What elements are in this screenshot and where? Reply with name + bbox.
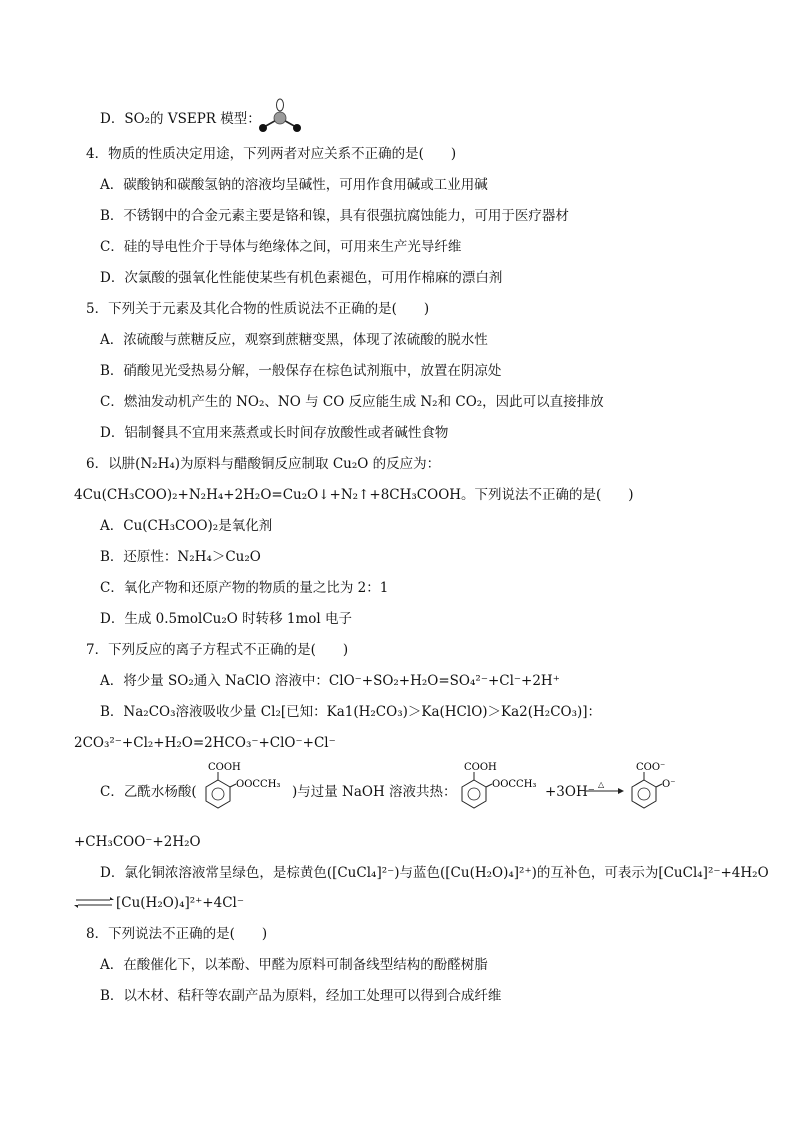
q6-stem: 6．以肼(N₂H₄)为原料与醋酸铜反应制取 Cu₂O 的反应为： bbox=[86, 456, 441, 472]
q5-option-d: D．铝制餐具不宜用来蒸煮或长时间存放酸性或者碱性食物 bbox=[100, 425, 449, 441]
q4-stem: 4．物质的性质决定用途，下列两者对应关系不正确的是( ) bbox=[86, 146, 457, 162]
q6-option-b: B．还原性：N₂H₄＞Cu₂O bbox=[100, 549, 261, 565]
q6-option-c: C．氧化产物和还原产物的物质的量之比为 2：1 bbox=[100, 580, 389, 596]
q7-stem: 7．下列反应的离子方程式不正确的是( ) bbox=[86, 642, 349, 658]
cooh-label: COOH bbox=[208, 762, 241, 773]
q7-option-d: D．氯化铜浓溶液常呈绿色，是棕黄色([CuCl₄]²⁻)与蓝色([Cu(H₂O)₄]²⁺)的互补色，可表示为[CuCl₄]²⁻+4H₂O bbox=[100, 865, 769, 881]
heat-reaction-arrow-icon bbox=[584, 780, 624, 796]
q5-option-c: C．燃油发动机产生的 NO₂、NO 与 CO 反应能生成 N₂和 CO₂，因此可以直接排放 bbox=[100, 394, 604, 410]
q6-option-a: A．Cu(CH₃COO)₂是氧化剂 bbox=[100, 518, 273, 534]
q7-option-b: B．Na₂CO₃溶液吸收少量 Cl₂[已知：Ka1(H₂CO₃)＞Ka(HClO)＞Ka2(H₂CO₃)]： bbox=[100, 704, 602, 720]
equilibrium-arrow-icon bbox=[74, 896, 114, 910]
q8-option-b: B．以木材、秸秆等农副产品为原料，经加工处理可以得到合成纤维 bbox=[100, 988, 502, 1004]
q7-option-c-middle: )与过量 NaOH 溶液共热： bbox=[292, 784, 457, 800]
heat-symbol: △ bbox=[598, 780, 605, 789]
q4-option-b: B．不锈钢中的合金元素主要是铬和镍，具有很强抗腐蚀能力，可用于医疗器材 bbox=[100, 208, 569, 224]
q5-option-b: B．硝酸见光受热易分解，一般保存在棕色试剂瓶中，放置在阴凉处 bbox=[100, 363, 502, 379]
salicylate-dianion-structure bbox=[626, 762, 696, 814]
q4-option-a: A．碳酸钠和碳酸氢钠的溶液均呈碱性，可用作食用碱或工业用碱 bbox=[100, 177, 488, 193]
q8-stem: 8．下列说法不正确的是( ) bbox=[86, 926, 268, 942]
q8-option-a: A．在酸催化下，以苯酚、甲醛为原料可制备线型结构的酚醛树脂 bbox=[100, 957, 488, 973]
cooh-label-2: COOH bbox=[464, 762, 497, 773]
phenoxide-label: O⁻ bbox=[662, 779, 676, 790]
q6-equation: 4Cu(CH₃COO)₂+N₂H₄+2H₂O=Cu₂O↓+N₂↑+8CH₃COOH。下列说法不正确的是( ) bbox=[74, 487, 634, 503]
q6-option-d: D．生成 0.5molCu₂O 时转移 1mol 电子 bbox=[100, 611, 353, 627]
q5-stem: 5．下列关于元素及其化合物的性质说法不正确的是( ) bbox=[86, 301, 430, 317]
q7-option-c-hydroxide: +3OH⁻ bbox=[545, 784, 595, 800]
q5-option-a: A．浓硫酸与蔗糖反应，观察到蔗糖变黑，体现了浓硫酸的脱水性 bbox=[100, 332, 488, 348]
q7-option-c-prefix: C．乙酰水杨酸( bbox=[100, 784, 197, 800]
q7-option-c-products: +CH₃COO⁻+2H₂O bbox=[74, 834, 201, 850]
carboxylate-label: COO⁻ bbox=[636, 762, 666, 773]
q7-option-d-continuation: [Cu(H₂O)₄]²⁺+4Cl⁻ bbox=[116, 895, 244, 911]
q3-option-d-text: D．SO₂的 VSEPR 模型： bbox=[100, 111, 261, 127]
ooccch3-label: OOCCH₃ bbox=[236, 779, 281, 790]
acetylsalicylic-acid-structure-2 bbox=[452, 762, 544, 814]
ooccch3-label-2: OOCCH₃ bbox=[492, 779, 537, 790]
q7-option-b-equation: 2CO₃²⁻+Cl₂+H₂O=2HCO₃⁻+ClO⁻+Cl⁻ bbox=[74, 735, 336, 751]
q4-option-d: D．次氯酸的强氧化性能使某些有机色素褪色，可用作棉麻的漂白剂 bbox=[100, 270, 503, 286]
so2-vsepr-model-icon bbox=[254, 96, 306, 136]
q7-option-a: A．将少量 SO₂通入 NaClO 溶液中：ClO⁻+SO₂+H₂O=SO₄²⁻+Cl⁻+2H⁺ bbox=[100, 673, 560, 689]
acetylsalicylic-acid-structure-1 bbox=[196, 762, 288, 814]
q4-option-c: C．硅的导电性介于导体与绝缘体之间，可用来生产光导纤维 bbox=[100, 239, 462, 255]
q3-option-d bbox=[100, 110, 261, 128]
